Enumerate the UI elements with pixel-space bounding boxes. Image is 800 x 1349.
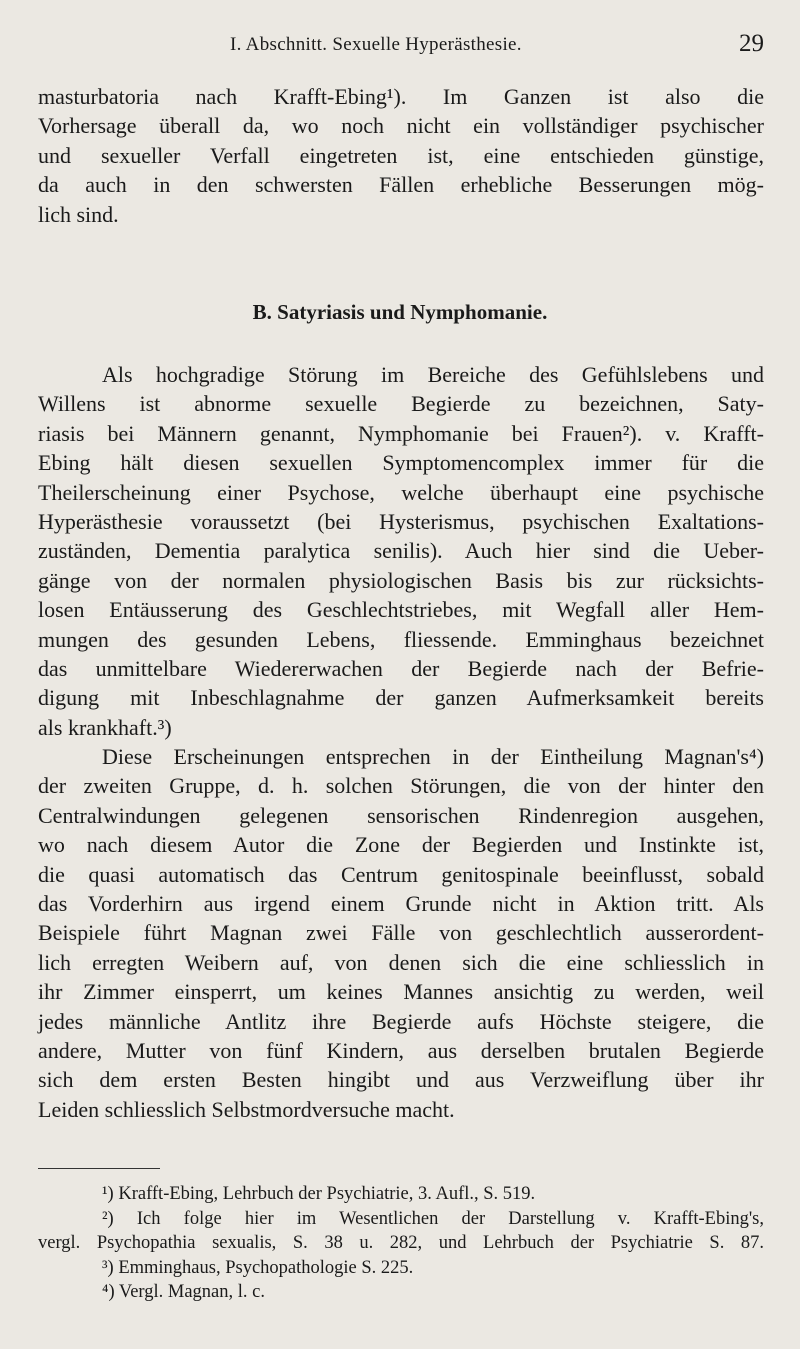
text-line: andere, Mutter von fünf Kindern, aus derselben brutalen Begierde <box>38 1037 764 1063</box>
footnote-2-continued: vergl. Psychopathia sexualis, S. 38 u. 282, und Lehrbuch der Psychiatrie S. 87. <box>38 1233 764 1253</box>
text-line: digung mit Inbeschlagnahme der ganzen Aufmerksamkeit bereits <box>38 685 764 711</box>
page-header <box>38 30 764 60</box>
text-line: das Vorderhirn aus irgend einem Grunde nicht in Aktion tritt. Als <box>38 890 764 916</box>
paragraph-1 <box>38 82 764 229</box>
text-line: lich erregten Weibern auf, von denen sich die eine schliesslich in <box>38 949 764 975</box>
text-line: Vorhersage überall da, wo noch nicht ein vollständiger psychischer <box>38 113 764 139</box>
text-line: das unmittelbare Wiedererwachen der Begierde nach der Befrie- <box>38 655 764 681</box>
text-line: losen Entäusserung des Geschlechtstriebes, mit Wegfall aller Hem- <box>38 597 764 623</box>
text-line: riasis bei Männern genannt, Nymphomanie bei Frauen²). v. Krafft- <box>38 420 764 446</box>
text-line: masturbatoria nach Krafft-Ebing¹). Im Ganzen ist also die <box>38 84 764 109</box>
text-line: gänge von der normalen physiologischen Basis bis zur rücksichts- <box>38 567 764 593</box>
text-line: ihr Zimmer einsperrt, um keines Mannes ansichtig zu werden, weil <box>38 979 764 1005</box>
text-line: Theilerscheinung einer Psychose, welche überhaupt eine psychische <box>38 479 764 505</box>
text-line: Willens ist abnorme sexuelle Begierde zu bezeichnen, Saty- <box>38 391 764 417</box>
footnote-3: ³) Emminghaus, Psychopathologie S. 225. <box>102 1257 414 1278</box>
running-title: I. Abschnitt. Sexuelle Hyperästhesie. <box>230 34 522 55</box>
text-line: Hyperästhesie voraussetzt (bei Hysterismus, psychischen Exaltations- <box>38 508 764 534</box>
paragraph-3 <box>38 742 764 1124</box>
footnote-2: ²) Ich folge hier im Wesentlichen der Darstellung v. Krafft-Ebing's, <box>102 1208 764 1229</box>
page-number: 29 <box>739 30 764 57</box>
text-line: Diese Erscheinungen entsprechen in der Eintheilung Magnan's⁴) <box>102 744 764 769</box>
text-line: Centralwindungen gelegenen sensorischen Rindenregion ausgehen, <box>38 802 764 828</box>
text-line: als krankhaft.³) <box>38 714 172 740</box>
text-line: Beispiele führt Magnan zwei Fälle von geschlechtlich ausserordent- <box>38 920 764 946</box>
text-line: jedes männliche Antlitz ihre Begierde aufs Höchste steigere, die <box>38 1008 764 1034</box>
footnotes <box>38 1182 764 1305</box>
section-heading: B. Satyriasis und Nymphomanie. <box>252 300 548 324</box>
text-line: zuständen, Dementia paralytica senilis). Auch hier sind die Ueber- <box>38 538 764 564</box>
text-line: Als hochgradige Störung im Bereiche des Gefühlslebens und <box>102 362 764 387</box>
text-line: Ebing hält diesen sexuellen Symptomencomplex immer für die <box>38 450 764 476</box>
text-line: mungen des gesunden Lebens, fliessende. Emminghaus bezeichnet <box>38 626 764 652</box>
text-line: sich dem ersten Besten hingibt und aus Verzweiflung über ihr <box>38 1067 764 1093</box>
footnote-1: ¹) Krafft-Ebing, Lehrbuch der Psychiatrie, 3. Aufl., S. 519. <box>102 1184 536 1204</box>
text-line: der zweiten Gruppe, d. h. solchen Störungen, die von der hinter den <box>38 773 764 799</box>
text-line: lich sind. <box>38 201 119 227</box>
paragraph-2 <box>38 360 764 742</box>
footnote-divider <box>38 1168 160 1169</box>
text-line: die quasi automatisch das Centrum genitospinale beeinflusst, sobald <box>38 861 764 887</box>
footnote-4: ⁴) Vergl. Magnan, l. c. <box>102 1282 265 1302</box>
text-line: da auch in den schwersten Fällen erhebliche Besserungen mög- <box>38 172 764 198</box>
text-line: Leiden schliesslich Selbstmordversuche macht. <box>38 1096 455 1122</box>
text-line: und sexueller Verfall eingetreten ist, eine entschieden günstige, <box>38 142 764 168</box>
text-line: wo nach diesem Autor die Zone der Begierden und Instinkte ist, <box>38 832 764 858</box>
